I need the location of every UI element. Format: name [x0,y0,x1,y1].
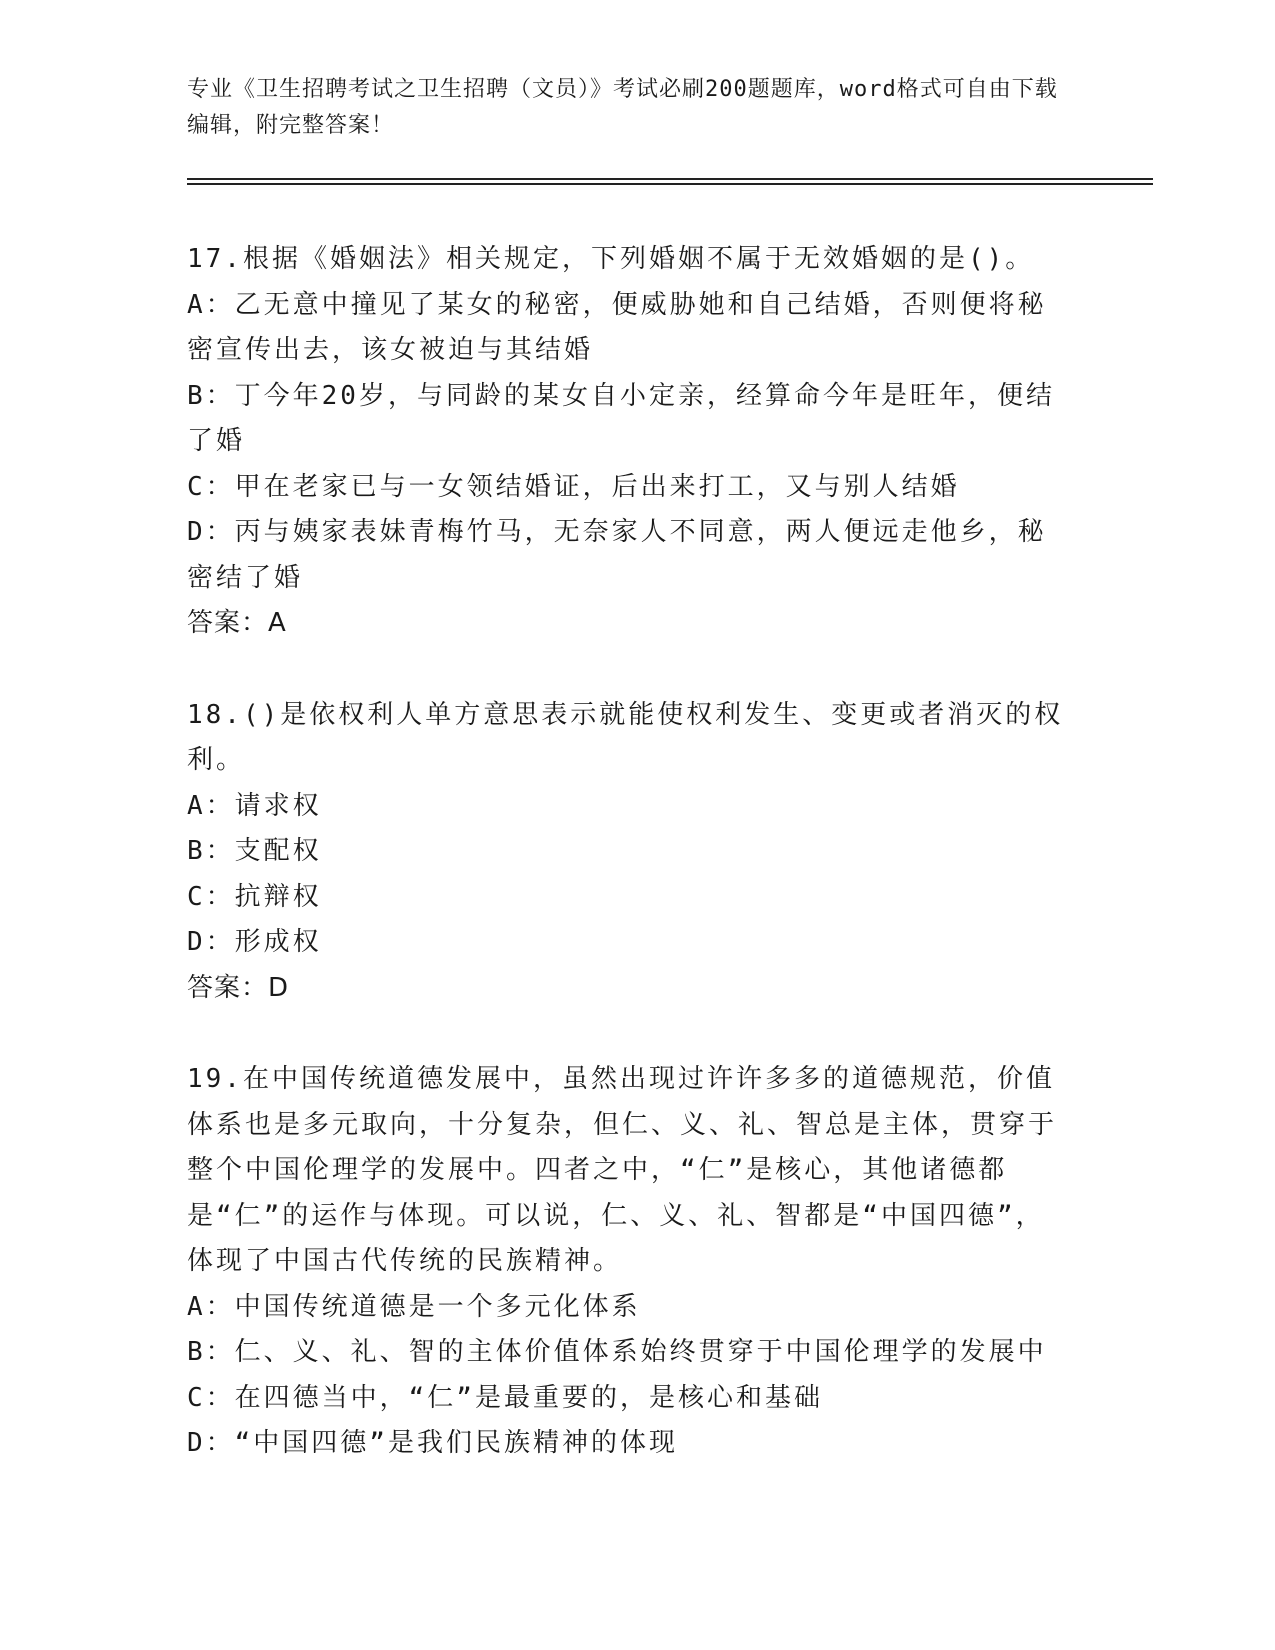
option-b: B：丁今年20岁，与同龄的某女自小定亲，经算命今年是旺年，便结了婚 [187,380,1055,456]
question-17 [187,237,1067,647]
option-a: A：中国传统道德是一个多元化体系 [187,1291,641,1322]
question-stem: 19.在中国传统道德发展中，虽然出现过许许多多的道德规范，价值体系也是多元取向，十分复杂，但仁、义、礼、智总是主体，贯穿于整个中国伦理学的发展中。四者之中，“仁”是核心，其他诸德都是“仁”的运作与体现。可以说，仁、义、礼、智都是“中国四德”，体现了中国古代传统的民族精神。 [187,1064,1058,1276]
header-divider-bottom [187,183,1153,185]
option-d: D：“中国四德”是我们民族精神的体现 [187,1428,678,1458]
answer-line: 答案：A [187,608,287,638]
question-19 [187,1057,1067,1467]
option-a: A：乙无意中撞见了某女的秘密，便威胁她和自己结婚，否则便将秘密宣传出去，该女被迫与其结婚 [187,289,1047,365]
option-c: C：在四德当中，“仁”是最重要的，是核心和基础 [187,1382,823,1413]
option-a: A：请求权 [187,790,322,821]
answer-line: 答案：D [187,972,290,1003]
header-divider-top [187,178,1153,180]
question-stem: 17.根据《婚姻法》相关规定，下列婚姻不属于无效婚姻的是()。 [187,244,1035,274]
option-b: B：仁、义、礼、智的主体价值体系始终贯穿于中国伦理学的发展中 [187,1337,1047,1367]
question-list [187,237,1067,1513]
option-d: D：丙与姨家表妹青梅竹马，无奈家人不同意，两人便远走他乡，秘密结了婚 [187,517,1047,593]
option-d: D：形成权 [187,927,322,957]
option-c: C：抗辩权 [187,881,322,912]
question-18 [187,693,1067,1012]
option-b: B：支配权 [187,836,322,866]
question-stem: 18.()是依权利人单方意思表示就能使权利发生、变更或者消灭的权利。 [187,699,1064,775]
document-header: 专业《卫生招聘考试之卫生招聘（文员）》考试必刷200题题库，word格式可自由下载编辑，附完整答案！ [187,77,1058,138]
option-c: C：甲在老家已与一女领结婚证，后出来打工，又与别人结婚 [187,471,960,502]
